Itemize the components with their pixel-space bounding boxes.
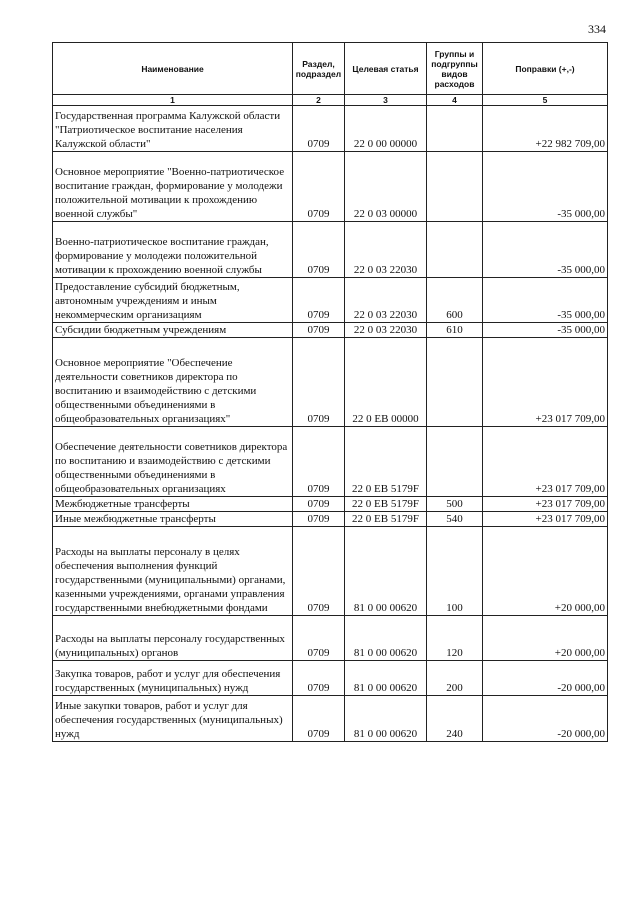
- row-article: 81 0 00 00620: [345, 661, 427, 696]
- row-name: Субсидии бюджетным учреждениям: [53, 323, 293, 338]
- table-row: [53, 696, 608, 742]
- row-amount: -35 000,00: [483, 278, 608, 323]
- row-name: Основное мероприятие "Обеспечение деятельности советников директора по воспитанию и взаимодействию с детскими общественными объединениями в общеобразовательных организациях": [53, 338, 293, 427]
- table-row: [53, 152, 608, 222]
- page-number: 334: [588, 22, 606, 36]
- table-row: [53, 497, 608, 512]
- row-section: 0709: [293, 696, 345, 742]
- row-amount: +23 017 709,00: [483, 427, 608, 497]
- header-amendments: Поправки (+,-): [483, 43, 608, 95]
- row-section: 0709: [293, 497, 345, 512]
- table-row: [53, 527, 608, 616]
- row-group: [427, 427, 483, 497]
- amendments-table: [52, 42, 608, 742]
- row-article: 22 0 EB 5179F: [345, 427, 427, 497]
- row-section: 0709: [293, 527, 345, 616]
- row-name: Военно-патриотическое воспитание граждан, формирование у молодежи положительной мотивации к прохождению военной службы: [53, 222, 293, 278]
- column-number: 4: [427, 95, 483, 106]
- table-row: [53, 338, 608, 427]
- row-group: [427, 222, 483, 278]
- row-section: 0709: [293, 661, 345, 696]
- row-section: 0709: [293, 106, 345, 152]
- column-number: 1: [53, 95, 293, 106]
- table-row: [53, 106, 608, 152]
- row-group: 240: [427, 696, 483, 742]
- table-row: [53, 512, 608, 527]
- row-name: Закупка товаров, работ и услуг для обеспечения государственных (муниципальных) нужд: [53, 661, 293, 696]
- row-amount: +22 982 709,00: [483, 106, 608, 152]
- table-row: [53, 427, 608, 497]
- row-group: 500: [427, 497, 483, 512]
- row-article: 22 0 03 00000: [345, 152, 427, 222]
- row-name: Расходы на выплаты персоналу государственных (муниципальных) органов: [53, 616, 293, 661]
- row-amount: +20 000,00: [483, 616, 608, 661]
- row-article: 22 0 03 22030: [345, 323, 427, 338]
- row-group: [427, 338, 483, 427]
- row-amount: -35 000,00: [483, 323, 608, 338]
- row-section: 0709: [293, 512, 345, 527]
- header-article: Целевая статья: [345, 43, 427, 95]
- row-section: 0709: [293, 427, 345, 497]
- row-section: 0709: [293, 152, 345, 222]
- row-article: 81 0 00 00620: [345, 696, 427, 742]
- row-group: 600: [427, 278, 483, 323]
- row-amount: +23 017 709,00: [483, 338, 608, 427]
- table-row: [53, 323, 608, 338]
- row-section: 0709: [293, 338, 345, 427]
- table-row: [53, 616, 608, 661]
- table-row: [53, 222, 608, 278]
- row-section: 0709: [293, 323, 345, 338]
- row-name: Иные межбюджетные трансферты: [53, 512, 293, 527]
- header-name: Наименование: [53, 43, 293, 95]
- row-name: Иные закупки товаров, работ и услуг для обеспечения государственных (муниципальных) нужд: [53, 696, 293, 742]
- row-group: [427, 152, 483, 222]
- row-amount: -20 000,00: [483, 696, 608, 742]
- row-amount: -35 000,00: [483, 222, 608, 278]
- row-amount: +23 017 709,00: [483, 497, 608, 512]
- row-section: 0709: [293, 278, 345, 323]
- table-row: [53, 278, 608, 323]
- row-article: 81 0 00 00620: [345, 616, 427, 661]
- column-number: 5: [483, 95, 608, 106]
- row-amount: -20 000,00: [483, 661, 608, 696]
- row-name: Основное мероприятие "Военно-патриотическое воспитание граждан, формирование у молодежи положительной мотивации к прохождению военной службы": [53, 152, 293, 222]
- table-row: [53, 661, 608, 696]
- row-amount: -35 000,00: [483, 152, 608, 222]
- row-name: Государственная программа Калужской области "Патриотическое воспитание населения Калужской области": [53, 106, 293, 152]
- row-name: Обеспечение деятельности советников директора по воспитанию и взаимодействию с детскими общественными объединениями в общеобразовательных организациях: [53, 427, 293, 497]
- row-group: 540: [427, 512, 483, 527]
- row-article: 22 0 EB 5179F: [345, 512, 427, 527]
- row-article: 22 0 00 00000: [345, 106, 427, 152]
- row-group: 120: [427, 616, 483, 661]
- row-group: 200: [427, 661, 483, 696]
- row-name: Предоставление субсидий бюджетным, автономным учреждениям и иным некоммерческим организациям: [53, 278, 293, 323]
- row-group: 100: [427, 527, 483, 616]
- row-group: [427, 106, 483, 152]
- column-number: 3: [345, 95, 427, 106]
- row-article: 81 0 00 00620: [345, 527, 427, 616]
- row-group: 610: [427, 323, 483, 338]
- row-name: Межбюджетные трансферты: [53, 497, 293, 512]
- row-article: 22 0 EB 5179F: [345, 497, 427, 512]
- header-groups: Группы и подгруппы видов расходов: [427, 43, 483, 95]
- row-section: 0709: [293, 222, 345, 278]
- row-article: 22 0 03 22030: [345, 222, 427, 278]
- column-number: 2: [293, 95, 345, 106]
- row-name: Расходы на выплаты персоналу в целях обеспечения выполнения функций государственными (муниципальными) органами, казенными учреждениями, органами управления государственными внебюджетными фондами: [53, 527, 293, 616]
- row-article: 22 0 EB 00000: [345, 338, 427, 427]
- row-amount: +20 000,00: [483, 527, 608, 616]
- header-section: Раздел, подраздел: [293, 43, 345, 95]
- row-article: 22 0 03 22030: [345, 278, 427, 323]
- row-amount: +23 017 709,00: [483, 512, 608, 527]
- row-section: 0709: [293, 616, 345, 661]
